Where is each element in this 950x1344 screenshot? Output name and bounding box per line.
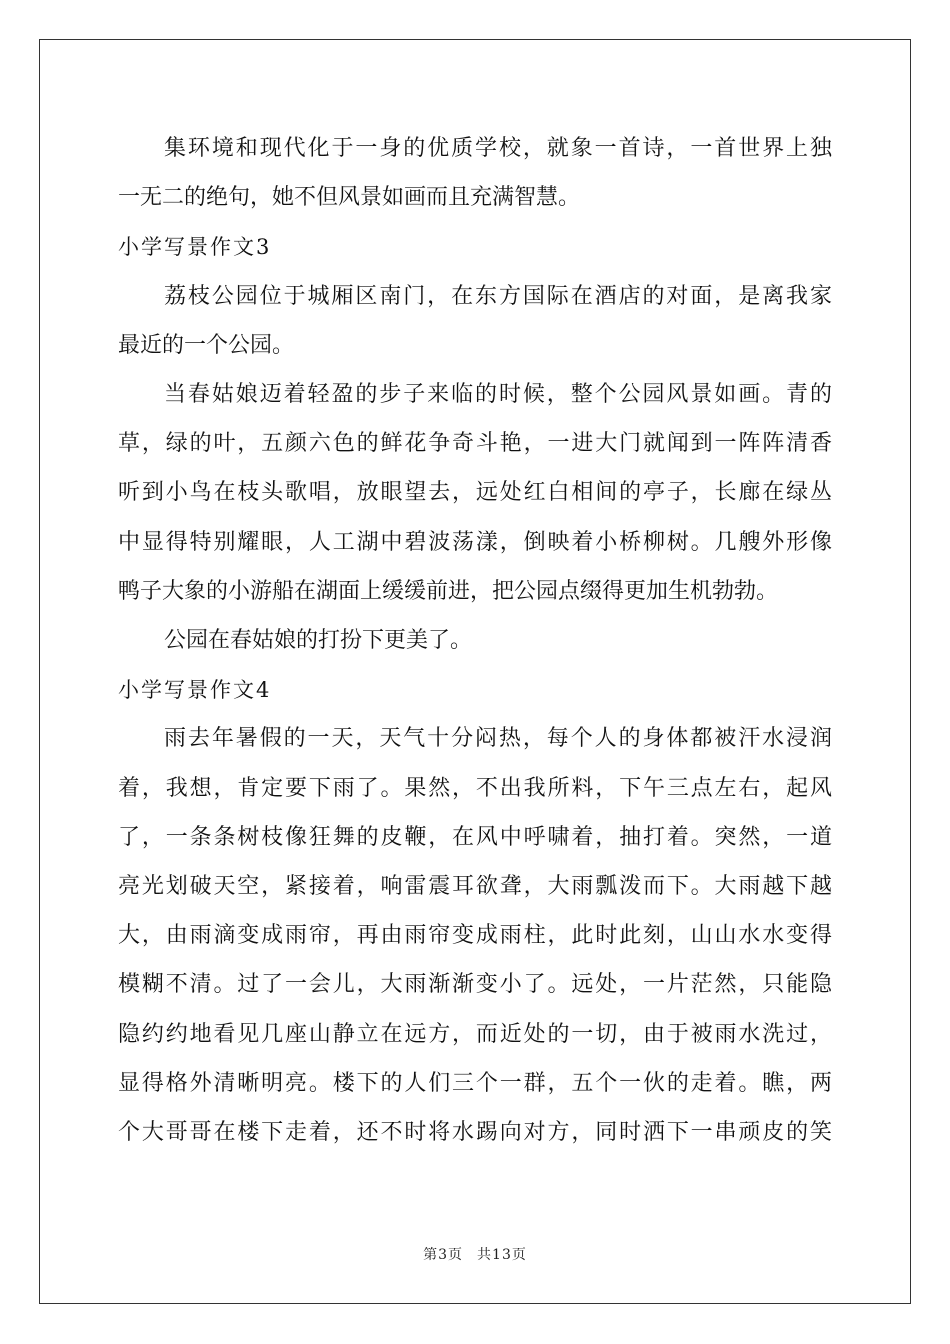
paragraph-line: 当春姑娘迈着轻盈的步子来临的时候，整个公园风景如画。青的 [164, 382, 832, 407]
section-heading: 小学写景作文4 [118, 678, 272, 702]
page-footer [0, 1244, 950, 1264]
paragraph-line: 模糊不清。过了一会儿，大雨渐渐变小了。远处，一片茫然，只能隐 [118, 972, 832, 997]
paragraph-line: 最近的一个公园。 [118, 333, 295, 358]
paragraph-line: 集环境和现代化于一身的优质学校，就象一首诗，一首世界上独 [164, 136, 832, 161]
paragraph-line: 一无二的绝句，她不但风景如画而且充满智慧。 [118, 185, 581, 210]
paragraph-line: 鸭子大象的小游船在湖面上缓缓前进，把公园点缀得更加生机勃勃。 [118, 579, 779, 604]
paragraph-line: 个大哥哥在楼下走着，还不时将水踢向对方，同时洒下一串顽皮的笑 [118, 1120, 832, 1145]
paragraph-line: 公园在春姑娘的打扮下更美了。 [164, 628, 473, 653]
paragraph-line: 中显得特别耀眼，人工湖中碧波荡漾，倒映着小桥柳树。几艘外形像 [118, 530, 832, 555]
paragraph-line: 显得格外清晰明亮。楼下的人们三个一群，五个一伙的走着。瞧，两 [118, 1071, 832, 1096]
page-total: 共13页 [477, 1247, 527, 1263]
paragraph-line: 隐约约地看见几座山静立在远方，而近处的一切，由于被雨水洗过， [118, 1022, 832, 1047]
paragraph-line: 亮光划破天空，紧接着，响雷震耳欲聋，大雨瓢泼而下。大雨越下越 [118, 874, 832, 899]
paragraph-line: 荔枝公园位于城厢区南门，在东方国际在酒店的对面，是离我家 [164, 284, 832, 309]
paragraph-line: 着，我想，肯定要下雨了。果然，不出我所料，下午三点左右，起风 [118, 776, 832, 801]
paragraph-line: 雨去年暑假的一天，天气十分闷热，每个人的身体都被汗水浸润 [164, 726, 832, 751]
paragraph-line: 听到小鸟在枝头歌唱，放眼望去，远处红白相间的亭子，长廊在绿丛 [118, 480, 832, 505]
section-heading: 小学写景作文3 [118, 235, 272, 259]
paragraph-line: 草，绿的叶，五颜六色的鲜花争奇斗艳，一进大门就闻到一阵阵清香 [118, 431, 832, 456]
page-number: 第3页 [423, 1247, 464, 1263]
paragraph-line: 大，由雨滴变成雨帘，再由雨帘变成雨柱，此时此刻，山山水水变得 [118, 923, 832, 948]
paragraph-line: 了，一条条树枝像狂舞的皮鞭，在风中呼啸着，抽打着。突然，一道 [118, 825, 832, 850]
